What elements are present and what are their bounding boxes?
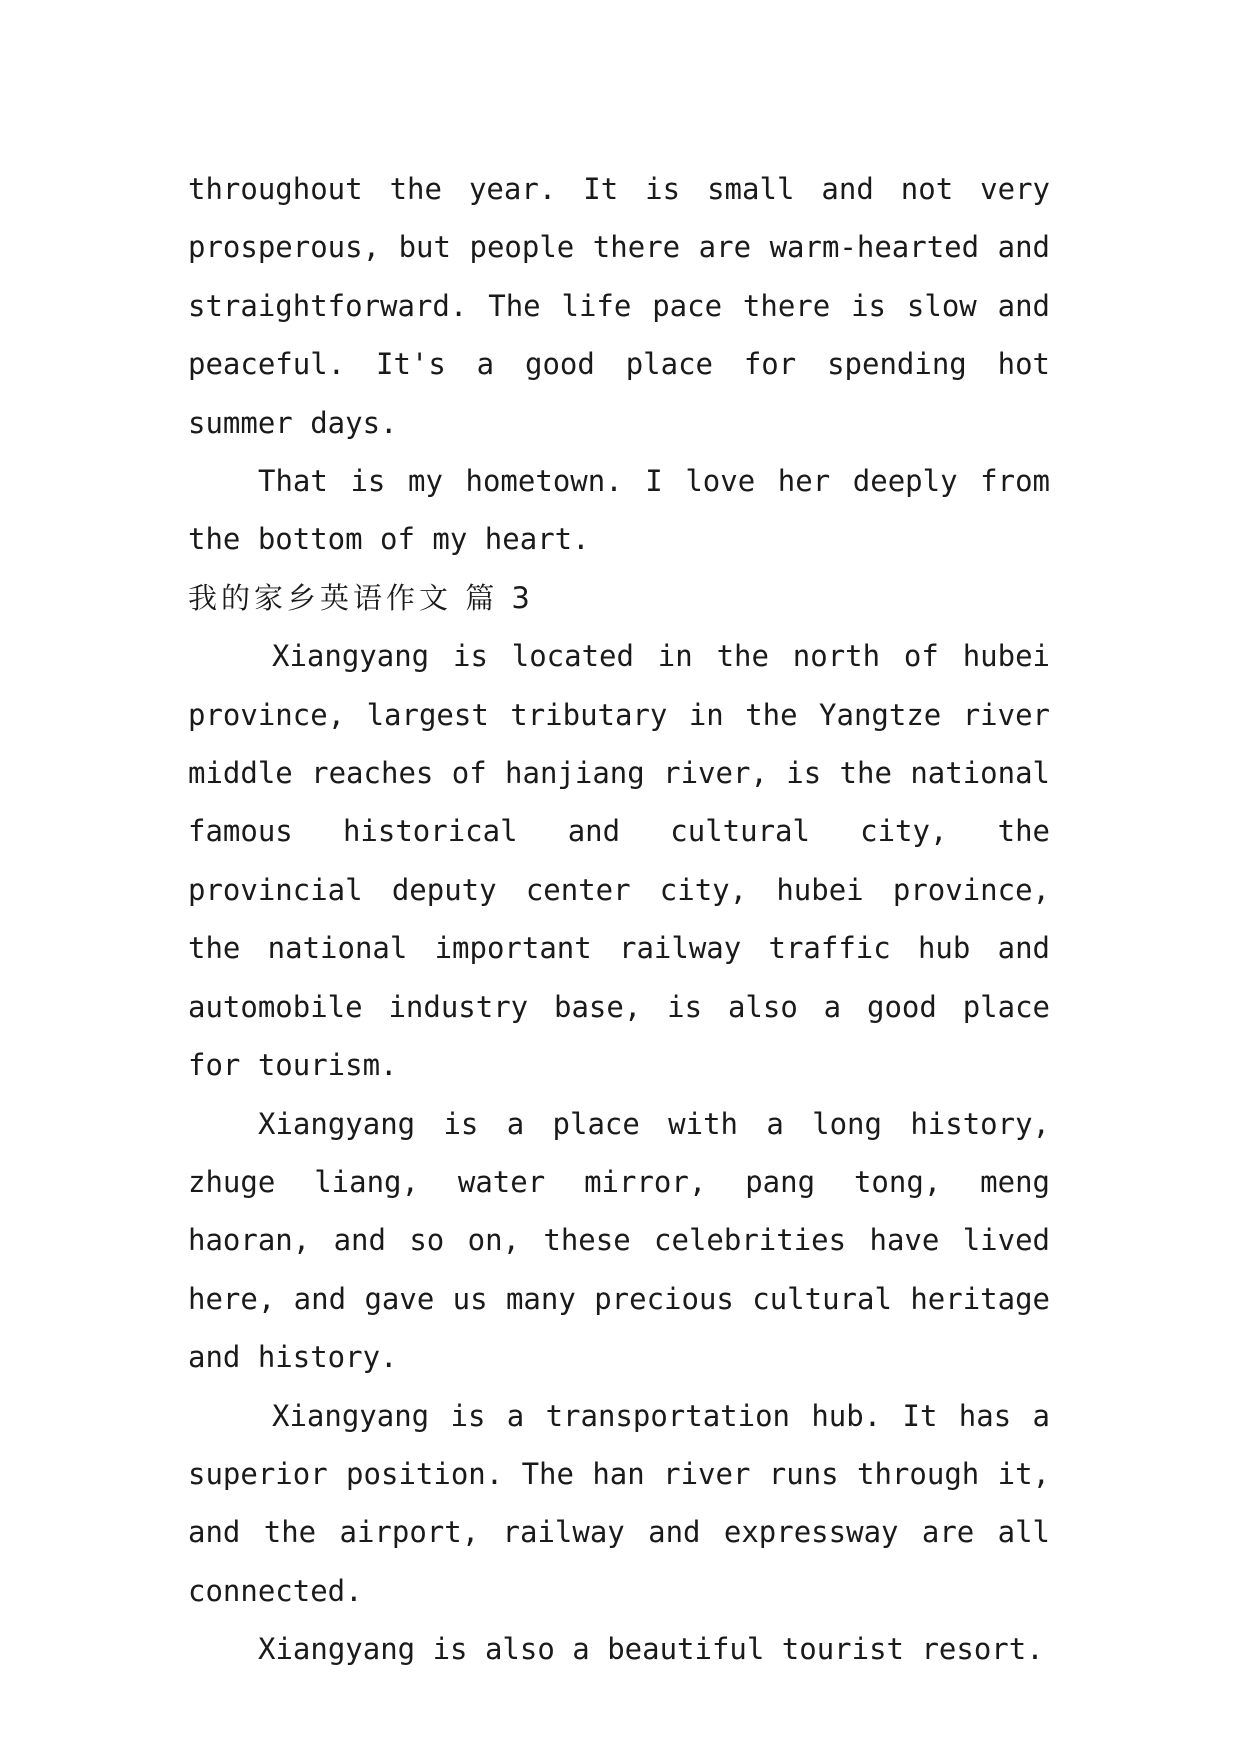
paragraph-tourism: Xiangyang is also a beautiful tourist resort. bbox=[258, 1632, 1044, 1667]
paragraph-transportation: Xiangyang is a transportation hub. It has a superior position. The han river runs through it, and the airport, railway and expressway are all connected. bbox=[188, 1398, 1050, 1608]
paragraph-closing: That is my hometown. I love her deeply from the bottom of my heart. bbox=[188, 464, 1050, 557]
paragraph-location: Xiangyang is located in the north of hubei province, largest tributary in the Yangtze river middle reaches of hanjiang river, is the national famous historical and cultural city, the provincial deputy center city, hubei province, the national important railway traffic hub and automobile industry base, is also a good place for tourism. bbox=[188, 639, 1050, 1083]
paragraph-continued: throughout the year. It is small and not very prosperous, but people there are warm-hearted and straightforward. The life pace there is slow and peaceful. It's a good place for spending hot summer days. bbox=[188, 172, 1050, 440]
section-heading: 我的家乡英语作文 篇 3 bbox=[188, 580, 534, 615]
paragraph-history: Xiangyang is a place with a long history, zhuge liang, water mirror, pang tong, meng haoran, and so on, these celebrities have lived here, and gave us many precious cultural heritage and history. bbox=[188, 1106, 1050, 1375]
document-body bbox=[188, 160, 1050, 1679]
